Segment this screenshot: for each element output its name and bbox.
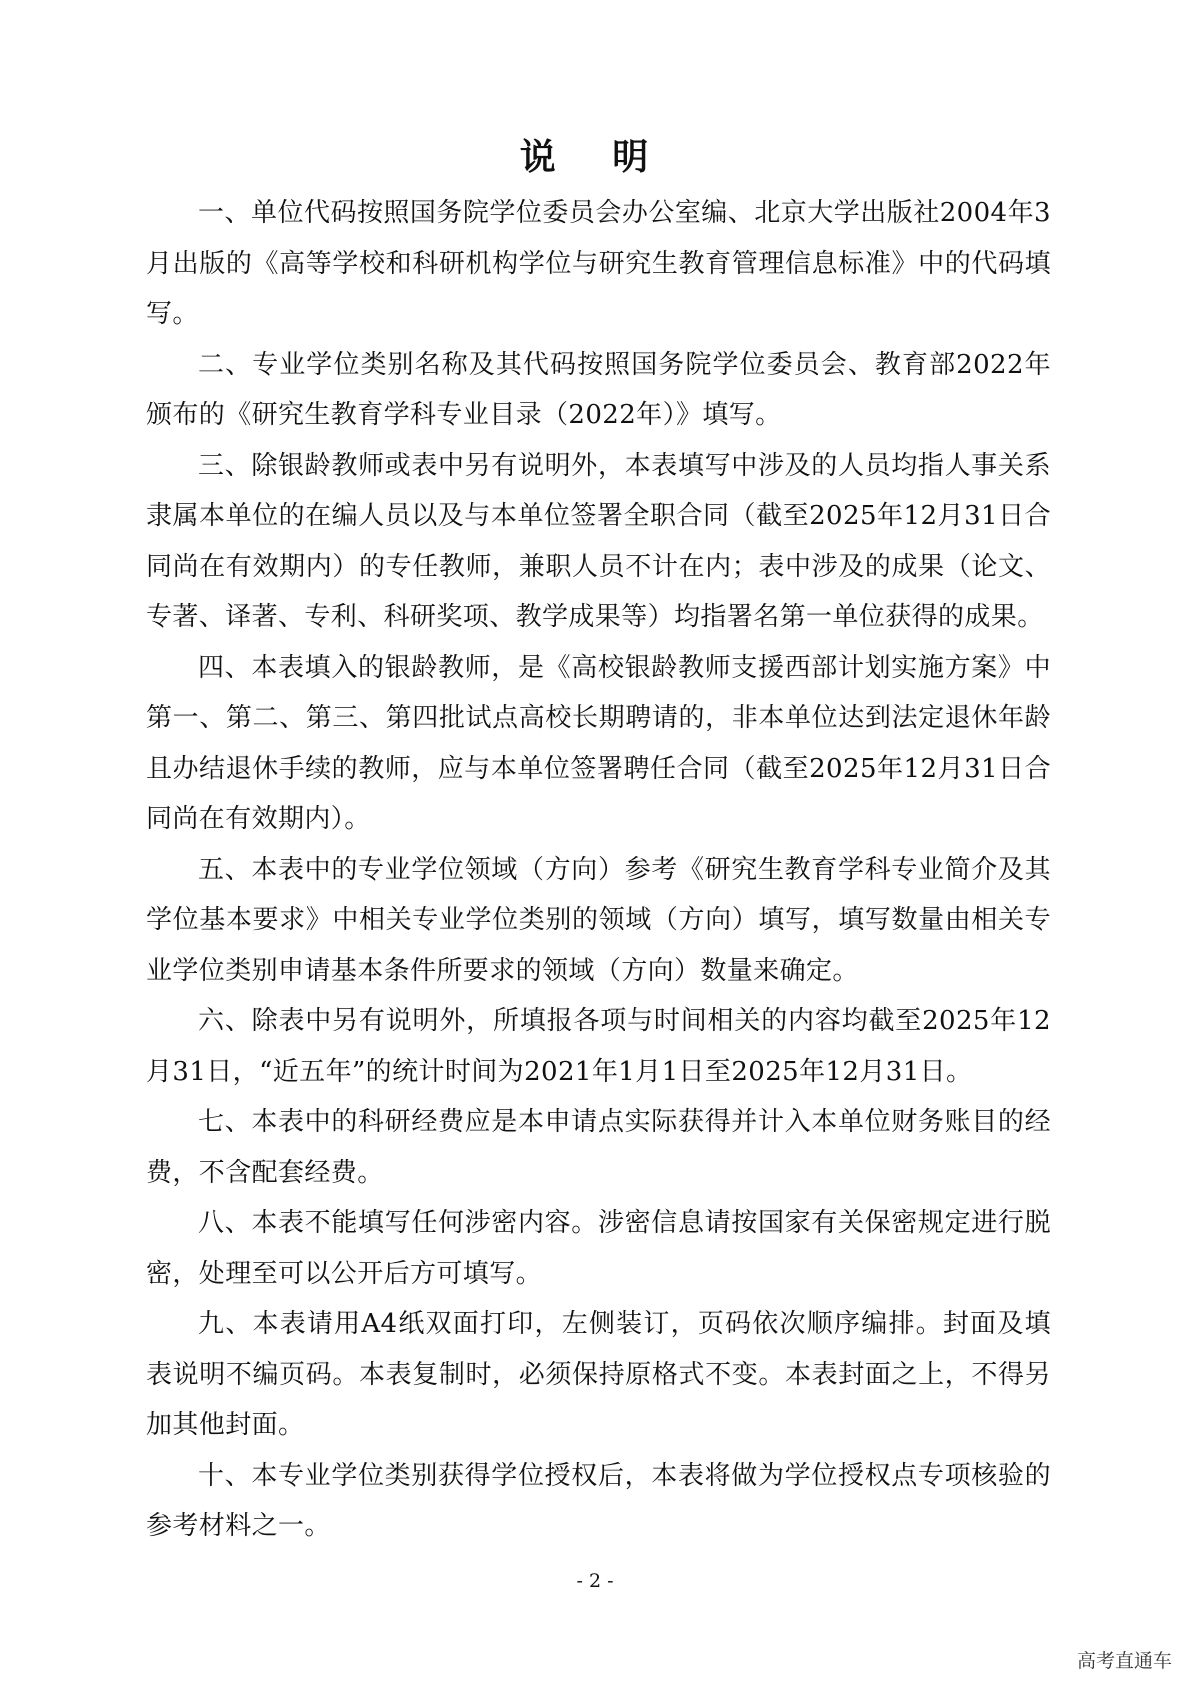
instruction-paragraph-3: 三、除银龄教师或表中另有说明外，本表填写中涉及的人员均指人事关系隶属本单位的在编人员以及与本单位签署全职合同（截至2025年12月31日合同尚在有效期内）的专任教师，兼职人员不计在内；表中涉及的成果（论文、专著、译著、专利、科研奖项、教学成果等）均指署名第一单位获得的成果。: [146, 450, 1051, 632]
instruction-paragraph-4: 四、本表填入的银龄教师，是《高校银龄教师支援西部计划实施方案》中第一、第二、第三、第四批试点高校长期聘请的，非本单位达到法定退休年龄且办结退休手续的教师，应与本单位签署聘任合同（截至2025年12月31日合同尚在有效期内）。: [146, 652, 1051, 834]
page-title: 说 明: [519, 136, 671, 178]
instruction-paragraph-6: 六、除表中另有说明外，所填报各项与时间相关的内容均截至2025年12月31日，“近五年”的统计时间为2021年1月1日至2025年12月31日。: [146, 1006, 1051, 1087]
instruction-paragraph-1: 一、单位代码按照国务院学位委员会办公室编、北京大学出版社2004年3月出版的《高等学校和科研机构学位与研究生教育管理信息标准》中的代码填写。: [146, 198, 1051, 329]
instruction-paragraph-9: 九、本表请用A4纸双面打印，左侧装订，页码依次顺序编排。封面及填表说明不编页码。本表复制时，必须保持原格式不变。本表封面之上，不得另加其他封面。: [146, 1309, 1051, 1440]
instruction-paragraph-8: 八、本表不能填写任何涉密内容。涉密信息请按国家有关保密规定进行脱密，处理至可以公开后方可填写。: [146, 1208, 1051, 1289]
instruction-paragraph-10: 十、本专业学位类别获得学位授权后，本表将做为学位授权点专项核验的参考材料之一。: [146, 1460, 1051, 1541]
page-number: - 2 -: [576, 1570, 614, 1592]
instruction-paragraph-2: 二、专业学位类别名称及其代码按照国务院学位委员会、教育部2022年颁布的《研究生教育学科专业目录（2022年）》填写。: [146, 349, 1051, 430]
watermark-text: 高考直通车: [1076, 1650, 1172, 1672]
instruction-paragraph-7: 七、本表中的科研经费应是本申请点实际获得并计入本单位财务账目的经费，不含配套经费。: [146, 1107, 1051, 1188]
instructions-body: [146, 188, 1051, 1552]
instruction-paragraph-5: 五、本表中的专业学位领域（方向）参考《研究生教育学科专业简介及其学位基本要求》中相关专业学位类别的领域（方向）填写，填写数量由相关专业学位类别申请基本条件所要求的领域（方向）数量来确定。: [146, 854, 1051, 986]
